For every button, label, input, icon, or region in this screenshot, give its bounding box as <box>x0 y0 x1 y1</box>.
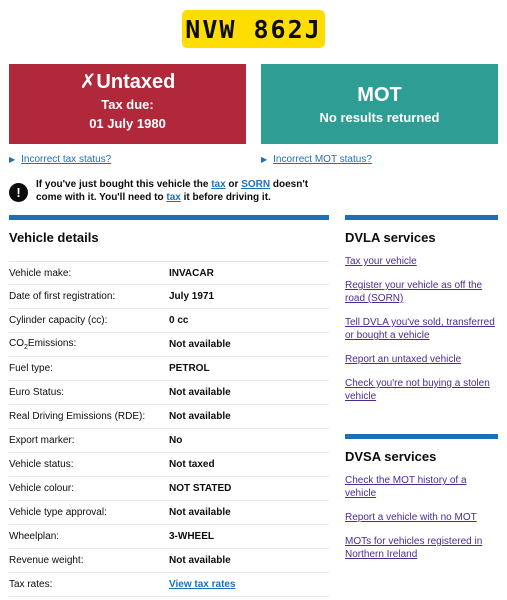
dvla-services-heading: DVLA services <box>345 230 436 245</box>
tax-status-heading <box>80 69 176 95</box>
details-row <box>9 477 329 501</box>
row-key: Vehicle make: <box>9 267 72 279</box>
list-item <box>345 279 498 305</box>
vehicle-details-heading: Vehicle details <box>9 230 99 245</box>
row-value: Not taxed <box>169 459 215 470</box>
row-key: Cylinder capacity (cc): <box>9 315 108 326</box>
row-key-rest: Emissions: <box>27 338 77 349</box>
mot-status-panel <box>261 64 498 144</box>
incorrect-tax-status-label: Incorrect tax status? <box>21 154 112 165</box>
warning-text-part: doesn't come with it. You'll need to <box>36 179 309 203</box>
details-row <box>9 357 329 381</box>
row-key: Wheelplan: <box>9 531 60 542</box>
details-row <box>9 309 329 333</box>
tax-status-panel <box>9 64 246 144</box>
dvsa-services-list <box>345 474 498 561</box>
tell-dvla-sold-link[interactable]: Tell DVLA you've sold, transferred or bought a vehicle <box>345 317 495 341</box>
tax-link-2[interactable]: tax <box>166 192 181 203</box>
row-key-main: CO <box>9 338 24 349</box>
sorn-link[interactable]: SORN <box>241 179 271 190</box>
registration-plate: NVW 862J <box>182 10 325 48</box>
list-item <box>345 255 498 268</box>
section-divider <box>345 215 498 220</box>
incorrect-tax-status-link[interactable] <box>9 154 111 165</box>
row-key: Date of first registration: <box>9 291 116 302</box>
row-value: Not available <box>169 555 231 566</box>
tax-due-date: 01 July 1980 <box>89 116 166 131</box>
list-item <box>345 535 498 561</box>
warning-icon: ! <box>9 183 28 202</box>
triangle-right-icon: ▶ <box>261 155 268 164</box>
view-tax-rates-link[interactable]: View tax rates <box>169 579 236 590</box>
row-value: Not available <box>169 507 231 518</box>
tax-status-text: Untaxed <box>96 71 176 93</box>
check-stolen-link[interactable]: Check you're not buying a stolen vehicle <box>345 378 490 402</box>
row-key: Vehicle status: <box>9 459 74 470</box>
row-key: Real Driving Emissions (RDE): <box>9 411 146 422</box>
vehicle-details-list <box>9 261 329 597</box>
row-value: Not available <box>169 387 231 398</box>
details-row <box>9 381 329 405</box>
row-value: NOT STATED <box>169 483 232 494</box>
dvsa-services-heading: DVSA services <box>345 449 437 464</box>
triangle-right-icon: ▶ <box>9 155 16 164</box>
row-value: No <box>169 435 183 446</box>
row-key-subscript: 2 <box>24 344 28 351</box>
dvsa-services-section <box>345 434 498 572</box>
section-divider <box>345 434 498 439</box>
details-row <box>9 429 329 453</box>
row-key <box>9 338 169 351</box>
details-row <box>9 405 329 429</box>
incorrect-mot-status-link[interactable] <box>261 154 372 165</box>
warning-text-part: If you've just bought this vehicle the <box>36 179 212 190</box>
vehicle-details-section <box>9 215 329 597</box>
details-row <box>9 333 329 357</box>
list-item <box>345 474 498 500</box>
dvla-services-list <box>345 255 498 403</box>
details-row <box>9 261 329 285</box>
row-value: Not available <box>169 339 231 350</box>
details-row <box>9 573 329 597</box>
warning-text <box>9 178 329 204</box>
tax-link[interactable]: tax <box>211 179 226 190</box>
incorrect-mot-status-label: Incorrect MOT status? <box>273 154 372 165</box>
cross-icon: ✗ <box>79 71 97 93</box>
mot-status-text: No results returned <box>319 109 440 125</box>
list-item <box>345 377 498 403</box>
mot-heading: MOT <box>357 83 402 106</box>
list-item <box>345 353 498 366</box>
report-no-mot-link[interactable]: Report a vehicle with no MOT <box>345 512 477 523</box>
row-value: INVACAR <box>169 267 214 279</box>
row-key: Revenue weight: <box>9 555 84 566</box>
row-key: Fuel type: <box>9 363 53 374</box>
details-row <box>9 285 329 309</box>
list-item <box>345 511 498 524</box>
row-value: July 1971 <box>169 291 215 302</box>
row-key: Export marker: <box>9 435 75 446</box>
details-row <box>9 525 329 549</box>
tax-your-vehicle-link[interactable]: Tax your vehicle <box>345 256 417 267</box>
list-item <box>345 316 498 342</box>
row-value: 3-WHEEL <box>169 531 214 542</box>
row-key: Euro Status: <box>9 387 65 398</box>
details-row <box>9 501 329 525</box>
row-value: PETROL <box>169 363 210 374</box>
tax-due-label: Tax due: <box>101 97 154 112</box>
details-row <box>9 453 329 477</box>
row-key: Vehicle colour: <box>9 483 75 494</box>
row-key: Tax rates: <box>9 579 53 590</box>
section-divider <box>9 215 329 220</box>
warning-text-part: it before driving it. <box>180 192 271 203</box>
warning-text-part: or <box>225 179 242 190</box>
mots-northern-ireland-link[interactable]: MOTs for vehicles registered in Northern Ireland <box>345 536 483 560</box>
warning-message <box>36 178 329 204</box>
row-value: Not available <box>169 411 231 422</box>
mot-history-link[interactable]: Check the MOT history of a vehicle <box>345 475 467 499</box>
details-row <box>9 549 329 573</box>
report-untaxed-link[interactable]: Report an untaxed vehicle <box>345 354 462 365</box>
row-value: 0 cc <box>169 315 189 326</box>
row-key: Vehicle type approval: <box>9 507 107 518</box>
register-sorn-link[interactable]: Register your vehicle as off the road (SORN) <box>345 280 483 304</box>
dvla-services-section <box>345 215 498 414</box>
